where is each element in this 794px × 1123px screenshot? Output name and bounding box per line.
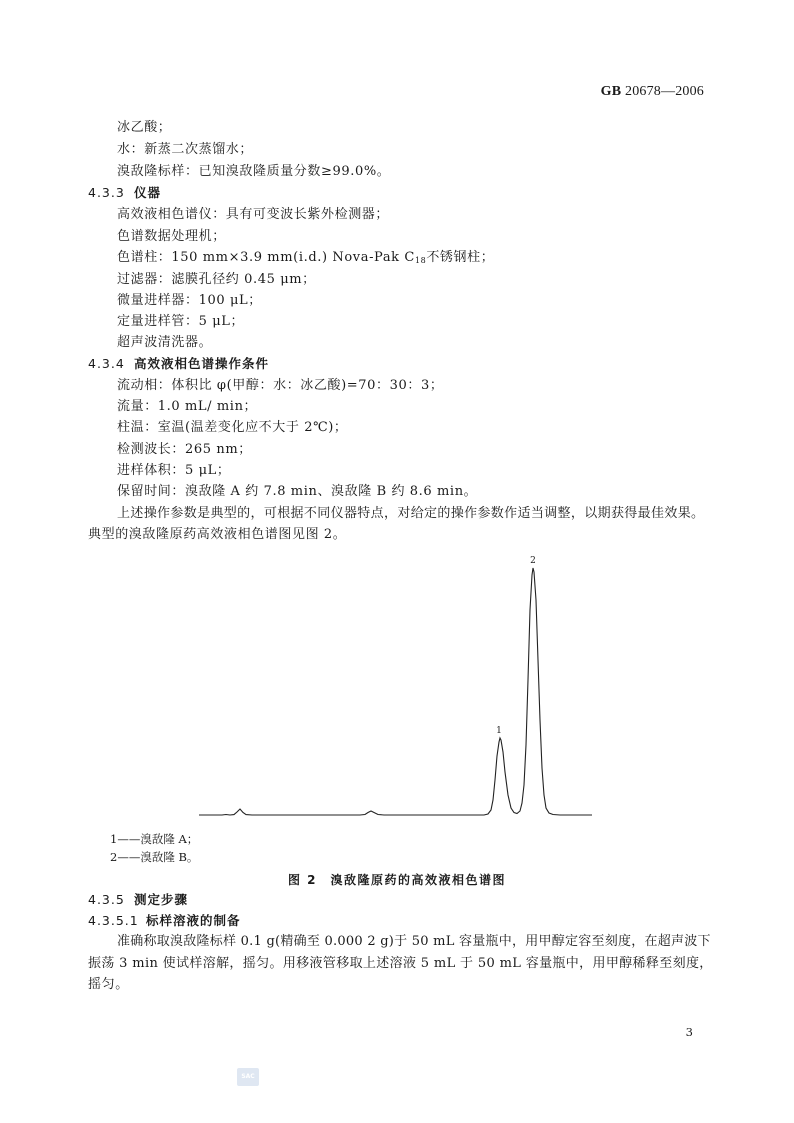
column-subscript: 18	[414, 256, 427, 265]
column-suffix: 不锈钢柱；	[426, 250, 495, 265]
section-title: 仪器	[133, 185, 161, 200]
note-paragraph-line: 典型的溴敌隆原药高效液相色谱图见图 2。	[88, 527, 347, 542]
condition-line: 流动相：体积比 φ(甲醇：水：冰乙酸)=70：30：3；	[117, 378, 444, 393]
section-title: 测定步骤	[133, 892, 188, 907]
section-title: 标样溶液的制备	[145, 913, 241, 928]
chromatogram-trace	[199, 568, 592, 815]
page-number: 3	[685, 1025, 693, 1039]
section-heading-4-3-3	[88, 185, 161, 201]
procedure-line: 准确称取溴敌隆标样 0.1 g(精确至 0.000 2 g)于 50 mL 容量瓶中，用甲醇定容至刻度，在超声波下	[117, 934, 711, 949]
condition-line: 柱温：室温(温差变化应不大于 2℃)；	[117, 420, 348, 435]
condition-line: 进样体积：5 μL；	[117, 463, 231, 478]
chromatogram-chart	[190, 550, 610, 830]
instrument-line: 过滤器：滤膜孔径约 0.45 μm；	[117, 272, 316, 287]
condition-line: 保留时间：溴敌隆 A 约 7.8 min、溴敌隆 B 约 8.6 min。	[117, 484, 478, 499]
reagent-line: 溴敌隆标样：已知溴敌隆质量分数≥99.0%。	[117, 164, 391, 179]
legend-item: 2——溴敌隆 B。	[110, 850, 199, 864]
reagent-line: 水：新蒸二次蒸馏水；	[117, 142, 254, 157]
section-title: 高效液相色谱操作条件	[133, 356, 269, 371]
section-heading-4-3-5-1	[88, 913, 241, 929]
standard-code	[601, 84, 704, 100]
figure-caption: 图 2 溴敌隆原药的高效液相色谱图	[287, 873, 507, 887]
instrument-line-column	[117, 250, 494, 269]
standard-number: 20678—2006	[625, 84, 704, 99]
instrument-line: 微量进样器：100 μL；	[117, 293, 262, 308]
procedure-line: 振荡 3 min 使试样溶解，摇匀。用移液管移取上述溶液 5 mL 于 50 mL 容量瓶中，用甲醇稀释至刻度，	[88, 956, 713, 971]
instrument-line: 高效液相色谱仪：具有可变波长紫外检测器；	[117, 207, 390, 222]
peak-label-2: 2	[530, 556, 536, 566]
legend-item: 1——溴敌隆 A；	[110, 832, 199, 846]
column-text: 色谱柱：150 mm×3.9 mm(i.d.) Nova-Pak C	[117, 250, 415, 265]
instrument-line: 色谱数据处理机；	[117, 229, 226, 244]
peak-label-1: 1	[496, 726, 502, 736]
note-paragraph-line: 上述操作参数是典型的，可根据不同仪器特点，对给定的操作参数作适当调整，以期获得最佳效果。	[117, 506, 705, 521]
instrument-line: 超声波清洗器。	[117, 335, 213, 350]
condition-line: 检测波长：265 nm；	[117, 442, 252, 457]
sac-logo-icon: SAC	[237, 1068, 259, 1086]
section-heading-4-3-5	[88, 892, 188, 908]
procedure-line: 摇匀。	[88, 977, 129, 992]
condition-line: 流量：1.0 mL/ min；	[117, 399, 258, 414]
reagent-line: 冰乙酸；	[117, 120, 172, 135]
section-number: 4.3.5.1	[88, 913, 139, 928]
section-number: 4.3.4	[88, 356, 125, 371]
standard-prefix: GB	[600, 84, 622, 99]
section-number: 4.3.3	[88, 185, 125, 200]
instrument-line: 定量进样管：5 μL；	[117, 314, 245, 329]
section-number: 4.3.5	[88, 892, 125, 907]
section-heading-4-3-4	[88, 356, 269, 372]
